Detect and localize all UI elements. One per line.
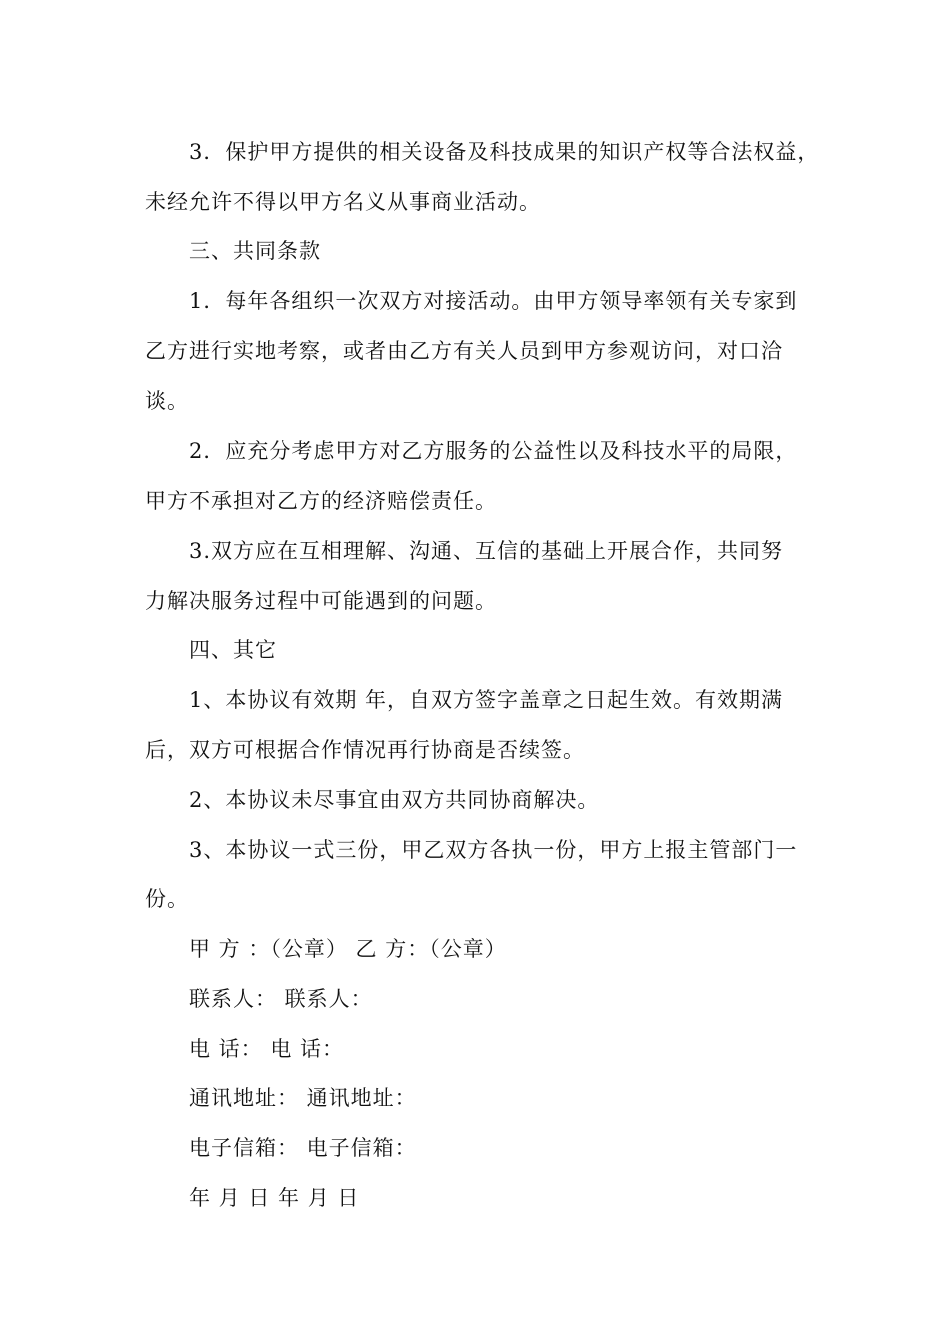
paragraph-line: 谈。	[145, 389, 189, 413]
section-heading: 四、其它	[189, 638, 277, 662]
paragraph-line: 1．每年各组织一次双方对接活动。由甲方领导率领有关专家到	[189, 289, 798, 313]
signature-party-line: 甲 方 ：（公章） 乙 方：（公章）	[189, 937, 507, 961]
paragraph-line: 份。	[145, 887, 189, 911]
section-heading: 三、共同条款	[189, 239, 321, 263]
signature-phone-line: 电 话： 电 话：	[189, 1037, 345, 1061]
signature-email-line: 电子信箱： 电子信箱：	[189, 1136, 417, 1160]
signature-address-line: 通讯地址： 通讯地址：	[189, 1086, 417, 1110]
paragraph-line: 未经允许不得以甲方名义从事商业活动。	[145, 190, 541, 214]
paragraph-line: 2．应充分考虑甲方对乙方服务的公益性以及科技水平的局限，	[189, 439, 798, 463]
paragraph-line: 力解决服务过程中可能遇到的问题。	[145, 589, 497, 613]
paragraph-line: 3．保护甲方提供的相关设备及科技成果的知识产权等合法权益，	[189, 140, 820, 164]
paragraph-line: 2、本协议未尽事宜由双方共同协商解决。	[189, 788, 600, 812]
paragraph-line: 3.双方应在互相理解、沟通、互信的基础上开展合作，共同努	[189, 539, 784, 563]
paragraph-line: 后，双方可根据合作情况再行协商是否续签。	[145, 738, 585, 762]
paragraph-line: 1、本协议有效期 年，自双方签字盖章之日起生效。有效期满	[189, 688, 784, 712]
signature-contact-line: 联系人： 联系人：	[189, 987, 373, 1011]
paragraph-line: 3、本协议一式三份，甲乙双方各执一份，甲方上报主管部门一	[189, 838, 798, 862]
paragraph-line: 乙方进行实地考察，或者由乙方有关人员到甲方参观访问，对口洽	[145, 339, 783, 363]
paragraph-line: 甲方不承担对乙方的经济赔偿责任。	[145, 489, 497, 513]
signature-date-line: 年 月 日 年 月 日	[189, 1186, 360, 1210]
